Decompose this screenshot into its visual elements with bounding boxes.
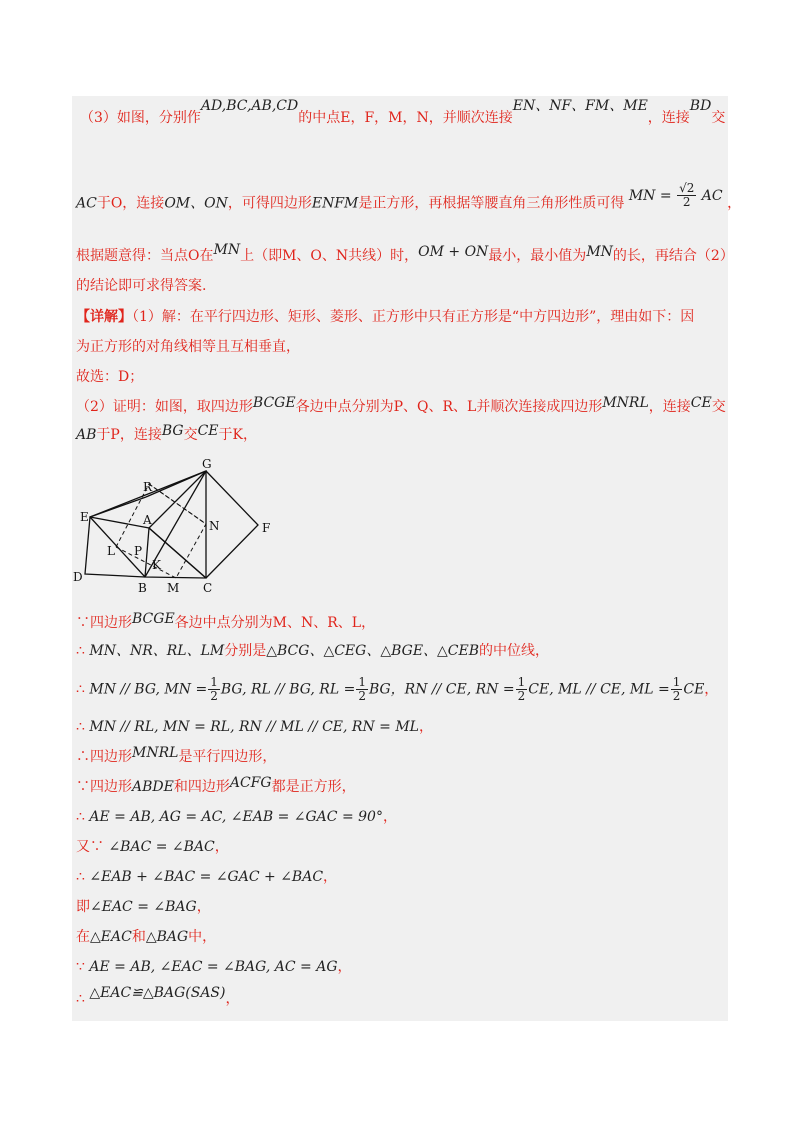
label-B: B xyxy=(138,581,147,595)
proof-line-10: 即∠EAC = ∠BAG， xyxy=(76,899,211,915)
proof-line-7: ∴ AE = AB, AG = AC, ∠EAB = ∠GAC = 90°， xyxy=(76,809,397,825)
proof-line-5: ∴四边形MNRL是平行四边形， xyxy=(76,745,277,765)
label-E: E xyxy=(80,510,89,524)
part2-line1: （2）证明：如图，取四边形BCGE各边中点分别为P、Q、R、L并顺次连接成四边形MNRL，连接CE交 xyxy=(76,395,726,415)
detail-line2: 为正方形的对角线相等且互相垂直， xyxy=(76,339,300,355)
detail-line3: 故选：D； xyxy=(76,369,144,385)
label-C: C xyxy=(203,581,213,595)
proof-line-4: ∴ MN // RL, MN = RL, RN // ML // CE, RN = ML， xyxy=(76,719,433,735)
label-G: G xyxy=(202,457,212,471)
sqrt2-over-2-fraction: $\frac{√2}{2}$ xyxy=(679,181,695,209)
label-M: M xyxy=(167,581,180,595)
half-fraction-4: $\frac{1}{2}$ xyxy=(672,675,681,703)
label-R: R xyxy=(143,480,153,494)
part2-line2: AB于P，连接BG交CE于K， xyxy=(76,423,257,443)
section3-line2: AC于O，连接OM、ON，可得四边形ENFM是正方形，再根据等腰直角三角形性质可得 MN = $\frac{√2}{2}$ AC ， xyxy=(76,181,742,212)
geometry-figure xyxy=(70,455,290,595)
section3-line3: 根据题意得：当点O在MN上（即M、O、N共线）时，OM + ON最小，最小值为MN的长，再结合（2） xyxy=(76,242,734,264)
label-A: A xyxy=(143,513,152,527)
proof-line-3: ∴ MN // BG, MN = $\frac{1}{2}$ BG, RL // BG, RL = $\frac{1}{2}$ BG，RN // CE, RN = $\frac{1}{2}$ CE, ML // CE, ML = $\frac{1}{2}$ CE， xyxy=(76,675,719,703)
proof-line-1: ∵四边形BCGE各边中点分别为M、N、R、L， xyxy=(76,611,376,631)
half-fraction-2: $\frac{1}{2}$ xyxy=(358,675,366,703)
detail-line1: 【详解】（1）解：在平行四边形、矩形、菱形、正方形中只有正方形是“中方四边形”，理由如下：因 xyxy=(76,309,695,325)
label-L: L xyxy=(107,544,115,558)
proof-line-6: ∵四边形ABDE和四边形ACFG都是正方形， xyxy=(76,775,356,795)
section3-line1: （3）如图，分别作AD,BC,AB,CD的中点E，F，M，N，并顺次连接EN、NF、FM、ME，连接BD交 xyxy=(80,98,726,126)
label-D: D xyxy=(73,570,83,584)
half-fraction-3: $\frac{1}{2}$ xyxy=(517,675,526,703)
proof-line-8: 又∵ ∠BAC = ∠BAC， xyxy=(76,839,229,855)
label-N: N xyxy=(209,519,220,533)
proof-line-13: ∴ △EAC≌△BAG(SAS)， xyxy=(76,985,240,1007)
proof-line-9: ∴ ∠EAB + ∠BAC = ∠GAC + ∠BAC， xyxy=(76,869,338,885)
proof-line-12: ∵ AE = AB, ∠EAC = ∠BAG, AC = AG， xyxy=(76,959,352,975)
label-K: K xyxy=(152,558,161,572)
half-fraction-1: $\frac{1}{2}$ xyxy=(210,675,218,703)
label-P: P xyxy=(134,544,143,558)
section3-line4: 的结论即可求得答案. xyxy=(76,278,207,294)
label-F: F xyxy=(262,521,271,535)
proof-line-11: 在△EAC和△BAG中， xyxy=(76,929,217,945)
proof-line-2: ∴ MN、NR、RL、LM分别是△BCG、△CEG、△BGE、△CEB的中位线， xyxy=(76,643,550,659)
